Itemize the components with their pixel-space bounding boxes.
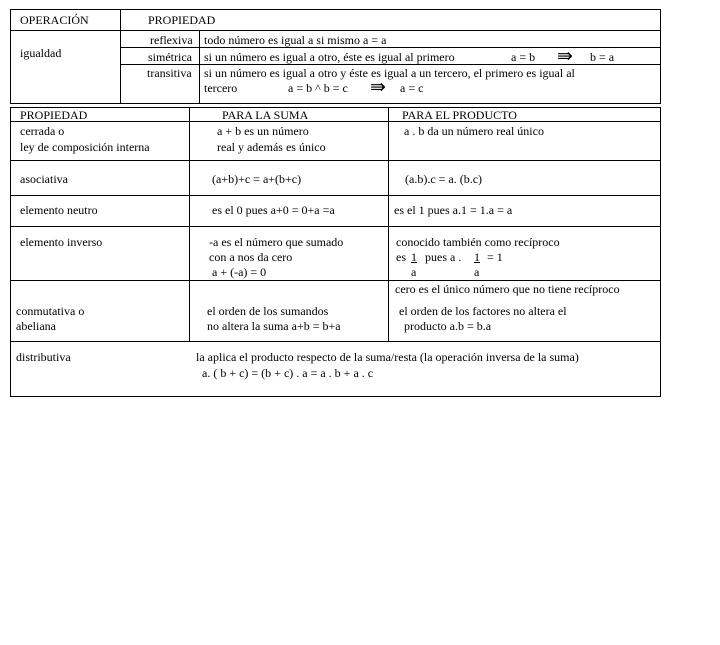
fraction-denominator: a [474, 265, 480, 279]
symmetric-name: simétrica [148, 50, 192, 64]
inverse-product-equals: = 1 [487, 250, 503, 264]
closed-name-line2: ley de composición interna [20, 140, 150, 154]
transitive-conclusion: a = c [400, 81, 424, 95]
border [120, 47, 661, 48]
closed-sum-line2: real y además es único [217, 140, 326, 154]
header-property: PROPIEDAD [20, 108, 88, 122]
fraction-numerator: 1 [474, 250, 480, 264]
symmetric-premise: a = b [511, 50, 536, 64]
neutral-product: es el 1 pues a.1 = 1.a = a [394, 203, 513, 217]
reflexive-name: reflexiva [150, 33, 193, 47]
commutative-product-note: cero es el único número que no tiene recíproco [395, 282, 620, 296]
inverse-sum-line3: a + (-a) = 0 [212, 265, 267, 279]
border [10, 103, 661, 104]
inverse-product-pues: pues a . [425, 250, 462, 264]
border [660, 9, 661, 104]
inverse-product-line1: conocido también como recíproco [396, 235, 560, 249]
border [10, 107, 11, 397]
border [10, 160, 661, 161]
border [10, 121, 661, 122]
header-product: PARA EL PRODUCTO [402, 108, 517, 122]
header-operation: OPERACIÓN [20, 13, 89, 27]
commutative-name-line1: conmutativa o [16, 304, 85, 318]
border [10, 195, 661, 196]
implies-arrow-icon: ⇛ [557, 46, 573, 67]
closed-name-line1: cerrada o [20, 124, 65, 138]
border [10, 9, 11, 104]
commutative-sum-line2: no altera la suma a+b = b+a [207, 319, 341, 333]
associative-sum: (a+b)+c = a+(b+c) [212, 172, 302, 186]
transitive-line1: si un número es igual a otro y éste es igual a un tercero, el primero es igual al [204, 66, 575, 80]
distributive-line2: a. ( b + c) = (b + c) . a = a . b + a . c [202, 366, 374, 380]
fraction-denominator: a [411, 265, 417, 279]
header-sum: PARA LA SUMA [222, 108, 309, 122]
commutative-product-line1: el orden de los factores no altera el [399, 304, 567, 318]
inverse-sum-line2: con a nos da cero [209, 250, 293, 264]
border [10, 280, 661, 281]
inverse-product-es: es [396, 250, 406, 264]
border [199, 31, 200, 104]
associative-product: (a.b).c = a. (b.c) [405, 172, 483, 186]
symmetric-text: si un número es igual a otro, éste es igual al primero [204, 50, 455, 64]
implies-arrow-icon: ⇛ [370, 77, 386, 98]
closed-sum-line1: a + b es un número [217, 124, 309, 138]
transitive-name: transitiva [147, 66, 192, 80]
commutative-name-line2: abeliana [16, 319, 56, 333]
header-property: PROPIEDAD [148, 13, 216, 27]
closed-product: a . b da un número real único [404, 124, 544, 138]
transitive-line2-word: tercero [204, 81, 238, 95]
commutative-product-line2: producto a.b = b.a [404, 319, 492, 333]
equality-label: igualdad [20, 46, 62, 60]
border [10, 226, 661, 227]
border [660, 107, 661, 397]
border [388, 107, 389, 342]
commutative-sum-line1: el orden de los sumandos [207, 304, 329, 318]
border [10, 107, 661, 108]
transitive-premise: a = b ^ b = c [288, 81, 348, 95]
border [10, 341, 661, 342]
neutral-name: elemento neutro [20, 203, 98, 217]
border [120, 9, 121, 104]
distributive-line1: la aplica el producto respecto de la suma/resta (la operación inversa de la suma) [196, 350, 579, 364]
inverse-sum-line1: -a es el número que sumado [209, 235, 344, 249]
symmetric-conclusion: b = a [590, 50, 615, 64]
neutral-sum: es el 0 pues a+0 = 0+a =a [212, 203, 335, 217]
fraction-numerator: 1 [411, 250, 417, 264]
inverse-name: elemento inverso [20, 235, 103, 249]
border [10, 30, 661, 31]
border [120, 64, 661, 65]
associative-name: asociativa [20, 172, 68, 186]
reflexive-text: todo número es igual a si mismo a = a [204, 33, 387, 47]
border [189, 107, 190, 342]
distributive-name: distributiva [16, 350, 71, 364]
border [10, 396, 661, 397]
border [10, 9, 661, 10]
